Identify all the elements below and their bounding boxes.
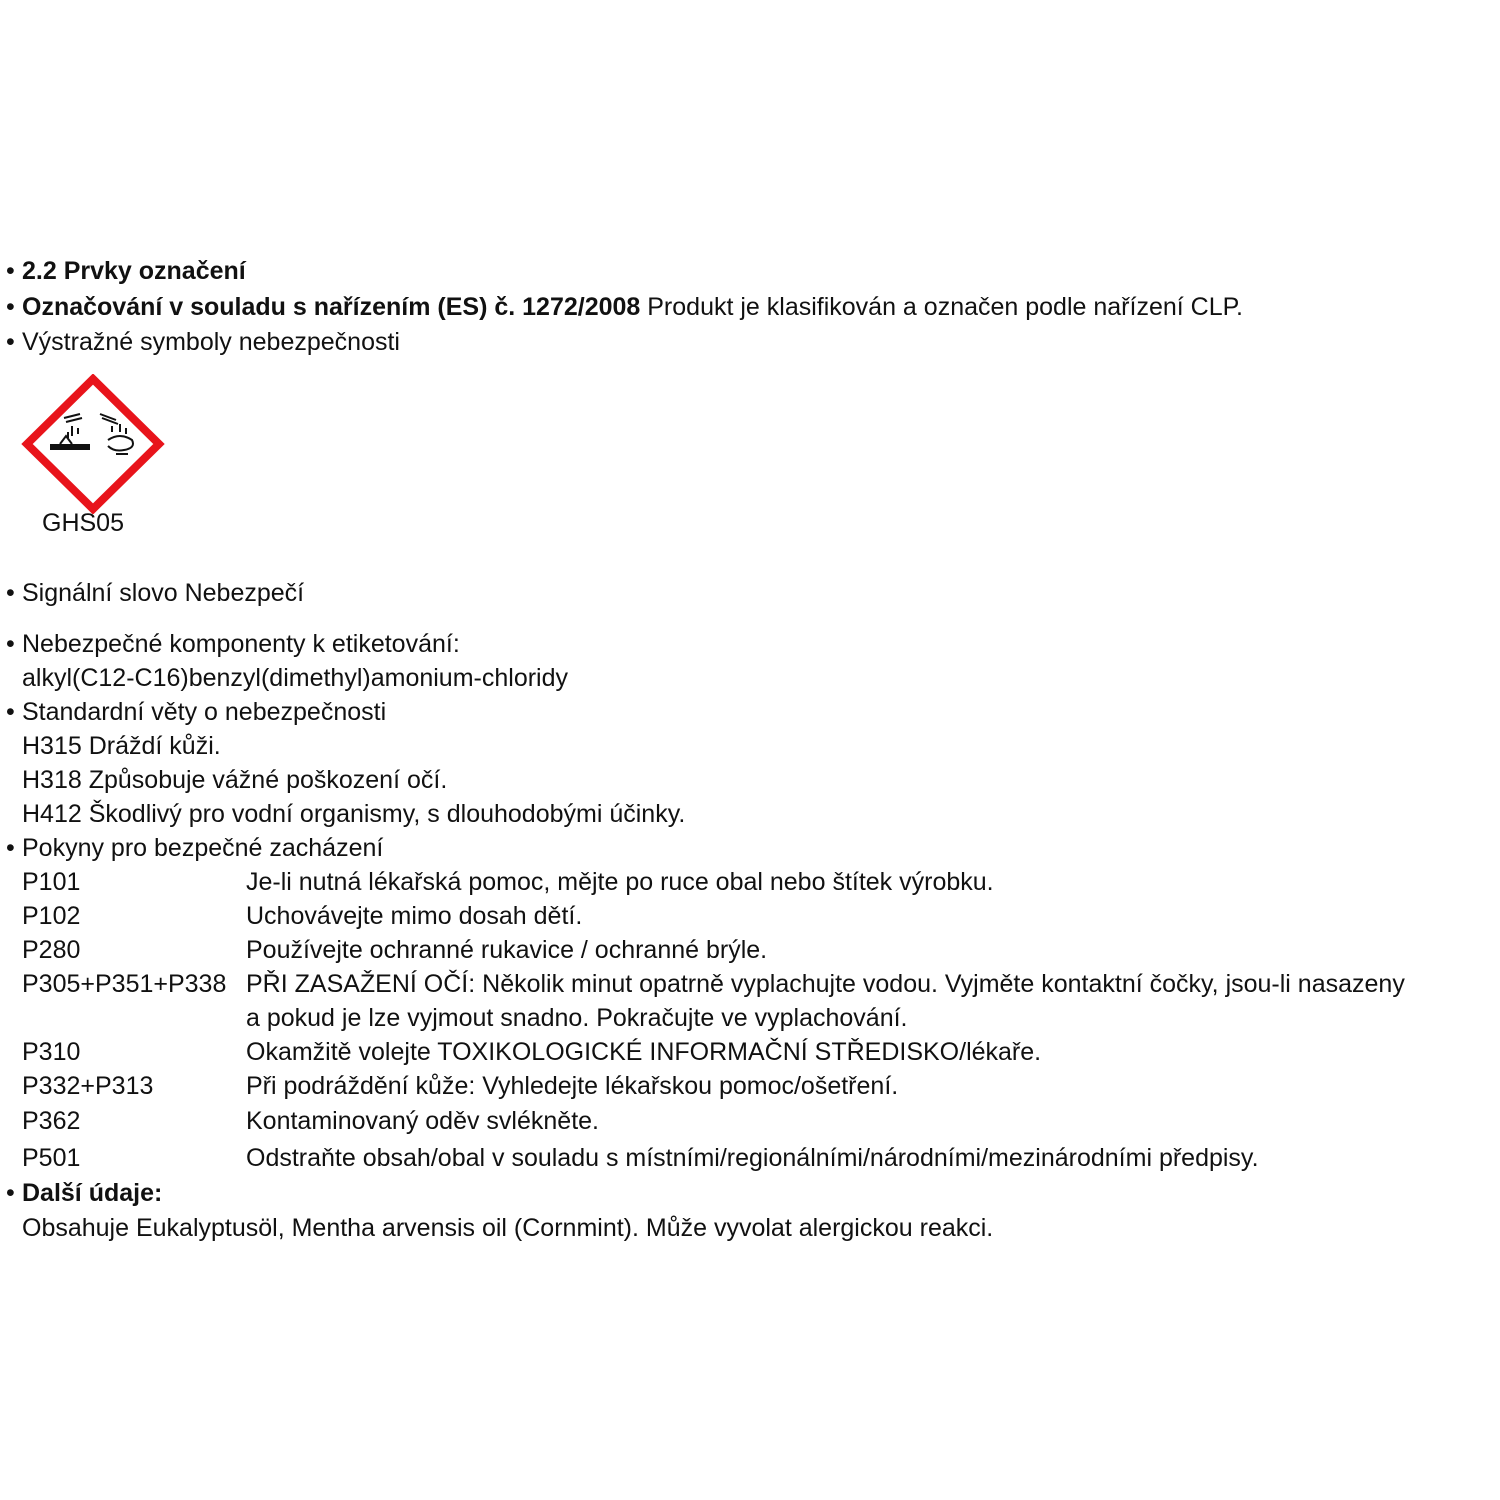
precaution-code: P280 bbox=[22, 936, 81, 964]
bullet: • bbox=[6, 293, 15, 321]
precaution-text: Uchovávejte mimo dosah dětí. bbox=[246, 902, 583, 930]
precaution-heading-line bbox=[6, 831, 383, 865]
components-heading: Nebezpečné komponenty k etiketování: bbox=[22, 630, 460, 658]
components-value: alkyl(C12-C16)benzyl(dimethyl)amonium-chloridy bbox=[22, 664, 569, 692]
symbols-heading-line bbox=[6, 325, 400, 359]
precaution-code: P362 bbox=[22, 1107, 81, 1135]
components-heading-line bbox=[6, 627, 460, 661]
precaution-code: P332+P313 bbox=[22, 1072, 154, 1100]
precaution-code: P102 bbox=[22, 902, 81, 930]
precaution-text: PŘI ZASAŽENÍ OČÍ: Několik minut opatrně vyplachujte vodou. Vyjměte kontaktní čočky, jsou-li nasazeny bbox=[246, 970, 1405, 998]
pictogram-code: GHS05 bbox=[42, 509, 124, 537]
bullet: • bbox=[6, 257, 15, 285]
further-heading: Další údaje: bbox=[22, 1179, 163, 1207]
bullet: • bbox=[6, 834, 15, 862]
hazard-heading-line bbox=[6, 695, 386, 729]
precaution-text: Odstraňte obsah/obal v souladu s místními/regionálními/národními/mezinárodními předpisy. bbox=[246, 1144, 1259, 1172]
bullet: • bbox=[6, 698, 15, 726]
section-title-line bbox=[6, 254, 246, 288]
precaution-code: P501 bbox=[22, 1144, 81, 1172]
symbols-heading: Výstražné symboly nebezpečnosti bbox=[22, 328, 400, 356]
bullet: • bbox=[6, 1179, 15, 1207]
precaution-code: P310 bbox=[22, 1038, 81, 1066]
labelling-text: Produkt je klasifikován a označen podle nařízení CLP. bbox=[640, 293, 1243, 321]
precaution-text-continuation: a pokud je lze vyjmout snadno. Pokračujte ve vyplachování. bbox=[246, 1004, 908, 1032]
bullet: • bbox=[6, 328, 15, 356]
precaution-text: Okamžitě volejte TOXIKOLOGICKÉ INFORMAČNÍ STŘEDISKO/lékaře. bbox=[246, 1038, 1042, 1066]
further-text: Obsahuje Eukalyptusöl, Mentha arvensis oil (Cornmint). Může vyvolat alergickou reakci. bbox=[22, 1214, 994, 1242]
hazard-heading: Standardní věty o nebezpečnosti bbox=[22, 698, 387, 726]
hazard-statement: H315 Dráždí kůži. bbox=[22, 732, 221, 760]
hazard-statement: H412 Škodlivý pro vodní organismy, s dlouhodobými účinky. bbox=[22, 800, 686, 828]
labelling-regulation: Označování v souladu s nařízením (ES) č. 1272/2008 bbox=[22, 293, 641, 321]
bullet: • bbox=[6, 579, 15, 607]
precaution-code: P101 bbox=[22, 868, 81, 896]
precaution-code: P305+P351+P338 bbox=[22, 970, 227, 998]
precaution-heading: Pokyny pro bezpečné zacházení bbox=[22, 834, 384, 862]
section-title: 2.2 Prvky označení bbox=[22, 257, 246, 285]
precaution-text: Používejte ochranné rukavice / ochranné brýle. bbox=[246, 936, 768, 964]
precaution-text: Při podráždění kůže: Vyhledejte lékařskou pomoc/ošetření. bbox=[246, 1072, 899, 1100]
labelling-line bbox=[6, 290, 1243, 324]
precaution-text: Je-li nutná lékařská pomoc, mějte po ruce obal nebo štítek výrobku. bbox=[246, 868, 994, 896]
hazard-statement: H318 Způsobuje vážné poškození očí. bbox=[22, 766, 448, 794]
bullet: • bbox=[6, 630, 15, 658]
signal-word-line bbox=[6, 576, 304, 610]
further-heading-line bbox=[6, 1176, 162, 1210]
signal-word: Signální slovo Nebezpečí bbox=[22, 579, 305, 607]
ghs05-corrosion-icon bbox=[20, 374, 166, 514]
precaution-text: Kontaminovaný oděv svlékněte. bbox=[246, 1107, 599, 1135]
